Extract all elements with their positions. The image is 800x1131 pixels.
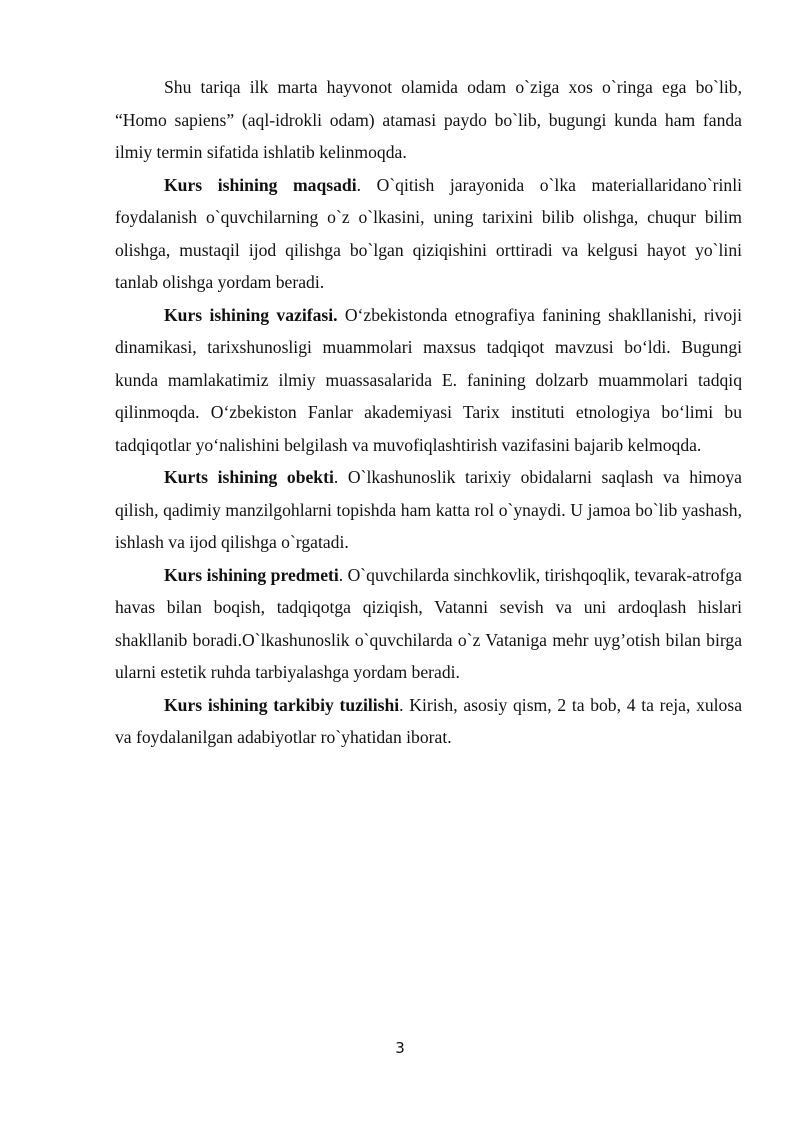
paragraph-text: . O`quvchilarda sinchkovlik, tirishqoqlik, tevarak-atrofga havas bilan boqish, tadqiqotga qiziqish, Vatanni sevish va uni ardoqlash hislari shakllanib boradi.O`lkashunoslik o`quvchilarda o`z Vataniga mehr uyg’otish bilan birga ularni estetik ruhda tarbiyalashga yordam beradi. [115, 564, 742, 682]
paragraph-intro [115, 71, 742, 169]
paragraph-text: O‘zbekistonda etnografiya fanining shakllanishi, rivoji dinamikasi, tarixshunosligi muammolari maxsus tadqiqot mavzusi bo‘ldi. Bugungi kunda mamlakatimiz ilmiy muassasalarida E. fanining dolzarb muammolari tadqiq qilinmoqda. O‘zbekiston Fanlar akademiyasi Tarix instituti etnologiya bo‘limi bu tadqiqotlar yo‘nalishini belgilash va muvofiqlashtirish vazifasini bajarib kelmoqda. [115, 304, 742, 455]
paragraph-task [115, 299, 742, 462]
paragraph-heading: Kurs ishining predmeti [164, 564, 339, 585]
paragraph-structure [115, 689, 742, 754]
paragraph-heading: Kurs ishining tarkibiy tuzilishi [164, 694, 400, 715]
document-body [115, 71, 742, 754]
page-number: 3 [395, 1039, 405, 1057]
paragraph-text: . Kirish, asosiy qism, 2 ta bob, 4 ta reja, xulosa va foydalanilgan adabiyotlar ro`yhatidan iborat. [115, 694, 742, 747]
paragraph-text: . O`qitish jarayonida o`lka materiallaridano`rinli foydalanish o`quvchilarning o`z o`lkasini, uning tarixini bilib olishga, chuqur bilim olishga, mustaqil ijod qilishga bo`lgan qiziqishini orttiradi va kelgusi hayot yo`lini tanlab olishga yordam beradi. [115, 174, 742, 292]
paragraph-text: Shu tariqa ilk marta hayvonot olamida odam o`ziga xos o`ringa ega bo`lib, “Homo sapiens” (aql-idrokli odam) atamasi paydo bo`lib, bugungi kunda ham fanda ilmiy termin sifatida ishlatib kelinmoqda. [115, 77, 742, 162]
paragraph-subject [115, 559, 742, 689]
paragraph-heading: Kurs ishining maqsadi [164, 174, 357, 195]
paragraph-heading: Kurts ishining obekti [164, 467, 334, 487]
paragraph-heading: Kurs ishining vazifasi. [164, 304, 338, 325]
paragraph-goal [115, 169, 742, 299]
paragraph-text: . O`lkashunoslik tarixiy obidalarni saqlash va himoya qilish, qadimiy manzilgohlarni topishda ham katta rol o`ynaydi. U jamoa bo`lib yashash, ishlash va ijod qilishga o`rgatadi. [115, 467, 742, 552]
paragraph-object [115, 461, 742, 559]
